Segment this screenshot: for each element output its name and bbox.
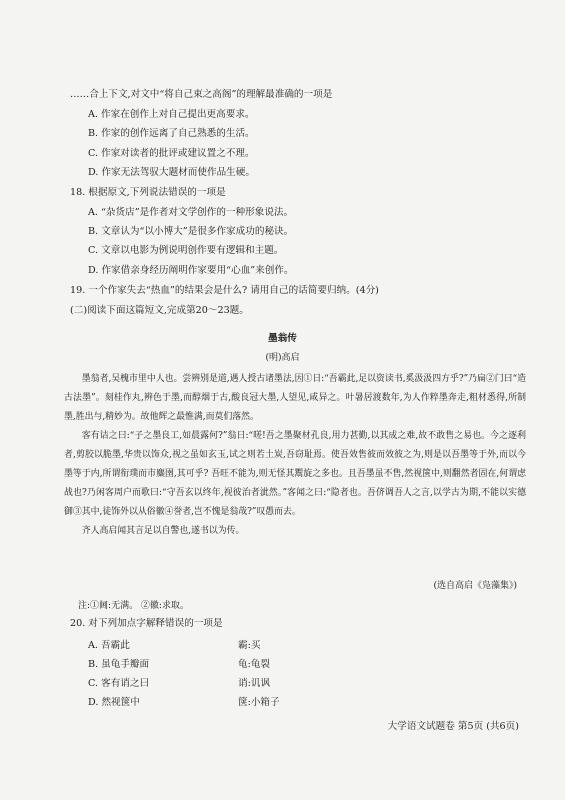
q20-row-c-gloss: 诮:讥讽 bbox=[238, 678, 271, 689]
page-footer: 大学语文试题卷 第5页 (共6页) bbox=[387, 721, 519, 732]
q20-row-b-gloss: 龟:龟裂 bbox=[238, 659, 271, 670]
passage-paragraph-3: 齐人高启闻其言足以自警也,遂书以为传。 bbox=[81, 526, 245, 536]
q17-option-c: C. 作家对读者的批评或建议置之不理。 bbox=[88, 148, 255, 159]
passage-source: (选自高启《凫藻集》) bbox=[433, 581, 517, 591]
q17-stem: ……合上下文,对文中“将自己束之高阁”的理解最准确的一项是 bbox=[70, 89, 333, 100]
q18-option-d: D. 作家借亲身经历阐明作家要用“心血”来创作。 bbox=[88, 265, 294, 276]
q17-option-a: A. 作家在创作上对自己提出更高要求。 bbox=[88, 109, 255, 120]
passage-body bbox=[64, 370, 526, 541]
q20-row-c-phrase: C. 客有诮之曰 bbox=[88, 678, 150, 689]
q20-stem: 20. 对下列加点字解释错误的一项是 bbox=[70, 618, 223, 629]
q20-row-d-phrase: D. 然视箧中 bbox=[88, 697, 140, 708]
q18-option-b: B. 文章认为“以小博大”是很多作家成功的秘诀。 bbox=[88, 226, 294, 237]
passage-notes: 注:①阃:无满。 ②徽:求取。 bbox=[78, 601, 189, 611]
passage-paragraph-1: 墨翁者,吴槐市里中人也。尝辨别是道,遇人授古诸墨法,因①日:“吾霸此,足以资读书,奚汲汲四方乎?”乃扁②门曰“造古法墨”。刻桂作丸,辨色于墨,而醇烟于古,酸良冠大墨,人望见,咸异之。叶暑居渡数年,为人作粹墨奔走,粗材悉得,所制墨,胜出与,精妙为。故他辉之最惟满,而莫们落然。 bbox=[64, 374, 526, 422]
q20-row-a-phrase: A. 吾霸此 bbox=[88, 640, 130, 651]
q19-stem: 19. 一个作家失去“热血”的结果会是什么? 请用自己的话简要归纳。(4分) bbox=[70, 285, 379, 296]
passage-paragraph-2: 客有诘之曰:“子之墨良工,如晨露何?”翁日:“嗟!吾之墨聚材孔良,用力甚勤,以其成之难,故不敢售之易也。今之逐利者,剪胶以脆墨,华贵以饰众,视之虽如玄玉,试之则若土炭,吾窃耻焉。使吾效售彼而效彼之为,则是以吾墨等于外,而以今墨等于内,所谓衔璞而市麋圉,其可乎? 吾旺不能为,则无怪其鬻旋之多也。且吾墨虽不售,然视箧中,则翻然者固在,何谓虑战也?乃闲客周户而歌曰:“守吾玄以终年,视彼治者泚然。”客闻之曰:“隐者也。吾侪调吾人之言,以学古为期,不能以实德御③其中,徒饰外以从俗徽④誉者,岂不愧是翁哉?”叹愚而去。 bbox=[64, 431, 526, 517]
section2-heading: (二)阅读下面这篇短文,完成第20～23题。 bbox=[70, 305, 249, 316]
q18-stem: 18. 根据原文,下列说法错误的一项是 bbox=[70, 187, 226, 198]
q18-option-a: A. “杂货店”是作者对文学创作的一种形象说法。 bbox=[88, 207, 294, 218]
q17-option-b: B. 作家的创作远离了自己熟悉的生活。 bbox=[88, 128, 255, 139]
q20-row-b-phrase: B. 虽龟手瓣面 bbox=[88, 659, 150, 670]
q20-row-a-gloss: 霸:买 bbox=[238, 640, 261, 651]
q17-option-d: D. 作家无法驾驭大题材而使作品生硬。 bbox=[88, 167, 255, 178]
q18-option-c: C. 文章以电影为例说明创作要有逻辑和主题。 bbox=[88, 245, 284, 256]
passage-title: 墨翁传 bbox=[268, 333, 297, 344]
q20-row-d-gloss: 箧:小箱子 bbox=[238, 697, 280, 708]
passage-author: (明)高启 bbox=[265, 353, 300, 363]
